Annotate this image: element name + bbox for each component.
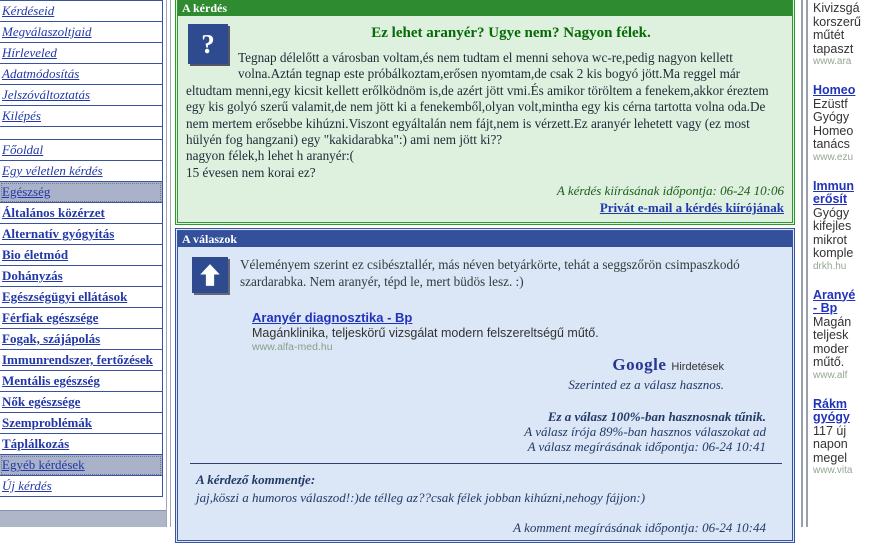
answers-section-header: A válaszok (178, 231, 792, 247)
ad-block (813, 180, 873, 273)
sidebar-item[interactable] (0, 476, 162, 497)
sidebar-item-label: Egészségügyi ellátások (2, 289, 128, 304)
ad-title-link[interactable]: Immun (813, 178, 854, 193)
sidebar-item[interactable] (0, 245, 162, 266)
question-text-line2: nagyon félek,h lehet h aranyér:( (186, 148, 355, 164)
sidebar-item-label: Dohányzás (2, 268, 63, 283)
answer-text: Véleményem szerint ez csibésztallér, más néven betyárkörte, tehát a seggszőrön csimpaszkodó szardarabka. Nem aranyér, tépd le, mert büdös lesz. :) (240, 257, 740, 289)
ad-url: www.vita (813, 465, 853, 476)
sidebar-item-label: Egyéb kérdések (2, 457, 85, 472)
answer-divider (190, 463, 782, 464)
ad-text: korszerű (813, 14, 861, 29)
google-ads-label: Hirdetések (671, 361, 724, 373)
ad-text: napon (813, 437, 848, 451)
sidebar (0, 0, 163, 497)
sidebar-item[interactable] (0, 1, 162, 22)
ad-text: Magán (813, 314, 852, 329)
answer-rating-group (190, 409, 782, 454)
ad-text: kifejles (813, 219, 852, 233)
sidebar-item[interactable] (0, 413, 162, 434)
sidebar-item-label: Adatmódosítás (2, 66, 80, 81)
sidebar-item[interactable] (0, 140, 162, 161)
frame-divider-left (166, 0, 171, 527)
ad-text: műtő. (813, 355, 845, 369)
question-body (178, 16, 792, 222)
private-email-row (186, 200, 784, 216)
answer-timestamp: A válasz megírásának időpontja: 06-24 10:41 (527, 439, 766, 454)
ad-block (813, 84, 873, 164)
ad-text: 117 új (813, 423, 847, 438)
sidebar-item[interactable] (0, 266, 162, 287)
sidebar-item-label: Fogak, szájápolás (2, 331, 101, 346)
sidebar-item-label: Férfiak egészsége (2, 310, 99, 325)
ad-text: mikrot (813, 232, 848, 247)
ad-url: www.ezu (813, 151, 854, 163)
sidebar-item-label: Nők egészsége (2, 394, 81, 409)
sidebar-item[interactable] (0, 455, 162, 476)
sidebar-item-label: Szemproblémák (2, 415, 93, 430)
question-text-main: Tegnap délelőtt a városban voltam,és nem tudtam el menni sehova wc-re,pedig nagyon kellett volna.Aztán tegnap este próbálkoztam,erősen nyomtam,de csak 2 kis bogyó jött.Ma reggel már eltudtam menni,egy kicsit kellett erőlködnöm is,de azért jött vmi.És amikor töröltem a fenekem,akkor éreztem egy kis golyó szerű valamit,de nem jött ki a fenekemből,olyan volt,mintha egy kis cérna tartotta volna oda.De nem mertem erősebbe kihúzni.Viszont egyáltalán nem fájt,nem is vérzett.Ez aranyér lehetett vagy (ez most hülyén fog hangzani) egy "kakidarabka":) ami nem jött ki?? (186, 50, 769, 148)
question-box (175, 0, 795, 225)
question-text (186, 50, 784, 181)
sidebar-item[interactable] (0, 182, 162, 203)
sidebar-item-label: Megválaszoltjaid (2, 24, 92, 39)
question-text-line3: 15 évesen nem korai ez? (186, 164, 316, 180)
sidebar-spacer (0, 127, 162, 140)
sidebar-item-label: Immunrendszer, fertőzések (2, 352, 153, 367)
inline-ad-block (252, 310, 782, 353)
ad-url: www.alfa-med.hu (252, 341, 333, 353)
sidebar-item-label: Főoldal (2, 142, 44, 157)
sidebar-item[interactable] (0, 224, 162, 245)
ad-title-link[interactable]: Aranyé (813, 287, 856, 302)
sidebar-item-label: Hírleveled (2, 45, 57, 60)
ad-block (813, 398, 873, 478)
ad-url: drkh.hu (813, 260, 847, 272)
ad-title-link[interactable]: Aranyér diagnosztika - Bp (252, 310, 413, 325)
sidebar-item[interactable] (0, 350, 162, 371)
ad-title-link[interactable]: - Bp (813, 301, 838, 315)
ad-title-link[interactable]: gyógy (813, 410, 850, 424)
sidebar-item-label: Jelszóváltoztatás (2, 87, 91, 102)
sidebar-item-label: Táplálkozás (2, 436, 70, 451)
right-ad-column (813, 2, 873, 493)
sidebar-item-label: Mentális egészség (2, 373, 100, 388)
sidebar-item[interactable] (0, 371, 162, 392)
ad-text: komple (813, 246, 854, 260)
answers-box (175, 228, 795, 543)
question-timestamp: A kérdés kiírásának időpontja: 06-24 10:06 (556, 183, 784, 199)
ad-description: Magánklinika, teljeskörű vizsgálat modern felszereltségű műtő. (252, 326, 599, 340)
sidebar-item[interactable] (0, 434, 162, 455)
question-title: Ez lehet aranyér? Ugye nem? Nagyon félek. (371, 25, 651, 41)
sidebar-item[interactable] (0, 392, 162, 413)
answer-useful-note: Szerinted ez a válasz hasznos. (568, 377, 724, 392)
commenter-label: A kérdező kommentje: (196, 472, 316, 487)
answer-rating-line1: Ez a válasz 100%-ban hasznosnak tűnik. (547, 409, 766, 424)
answer-rating-line2: A válasz írója 89%-ban hasznos válaszokat ad (524, 424, 766, 439)
ad-text: tanács (813, 137, 850, 151)
sidebar-item-label: Általános közérzet (2, 205, 105, 220)
ad-text: műtét (813, 28, 845, 42)
ad-text: Kivizsgá (813, 1, 860, 15)
ad-text: Homeo (813, 123, 854, 138)
google-ads-attribution[interactable] (190, 355, 724, 375)
ad-text: Ezüstf (813, 96, 848, 111)
private-email-link[interactable]: Privát e-mail a kérdés kiírójának (599, 200, 784, 216)
ad-text: teljesk (813, 328, 849, 342)
ad-text: moder (813, 341, 849, 356)
sidebar-item[interactable] (0, 85, 162, 106)
ad-text: tapaszt (813, 41, 854, 56)
sidebar-item-label: Alternatív gyógyítás (2, 226, 115, 241)
ad-url: www.ara (813, 56, 852, 67)
answers-body (178, 247, 792, 540)
sidebar-item-label: Kilépés (2, 108, 41, 123)
sidebar-item[interactable] (0, 43, 162, 64)
frame-divider-right (801, 0, 808, 527)
sidebar-item[interactable] (0, 203, 162, 224)
sidebar-item-label: Bio életmód (2, 247, 69, 262)
sidebar-item-label: Új kérdés (2, 478, 52, 493)
ad-block (813, 289, 873, 382)
sidebar-item-label: Egészség (2, 184, 51, 199)
ad-text: megel (813, 450, 848, 465)
sidebar-item[interactable] (0, 64, 162, 85)
sidebar-bottom-band (0, 510, 167, 527)
question-section-header: A kérdés (178, 0, 792, 16)
sidebar-item[interactable] (0, 161, 162, 182)
ad-text: Gyógy (813, 110, 850, 124)
sidebar-item[interactable] (0, 329, 162, 350)
question-mark-icon: ? (188, 24, 228, 64)
comment-timestamp: A komment megírásának időpontja: 06-24 10:44 (513, 520, 766, 535)
ad-url: www.alf (813, 369, 848, 381)
ad-block (813, 2, 873, 68)
sidebar-item[interactable] (0, 287, 162, 308)
sidebar-item[interactable] (0, 22, 162, 43)
sidebar-item-label: Egy véletlen kérdés (2, 163, 103, 178)
ad-text: Gyógy (813, 205, 850, 220)
ad-title-link[interactable]: Homeo (813, 83, 856, 97)
ad-title-link[interactable]: erősít (813, 192, 848, 206)
sidebar-item[interactable] (0, 308, 162, 329)
sidebar-item[interactable] (0, 106, 162, 127)
answer-arrow-icon (192, 257, 228, 293)
commenter-comment: jaj,köszi a humoros válaszod!:)de télleg az??csak félek jobban kihúzni,nehogy fájjon:) (196, 490, 646, 505)
ad-title-link[interactable]: Rákm (813, 396, 848, 411)
sidebar-item-label: Kérdéseid (2, 3, 55, 18)
google-logo: Google (612, 355, 667, 374)
